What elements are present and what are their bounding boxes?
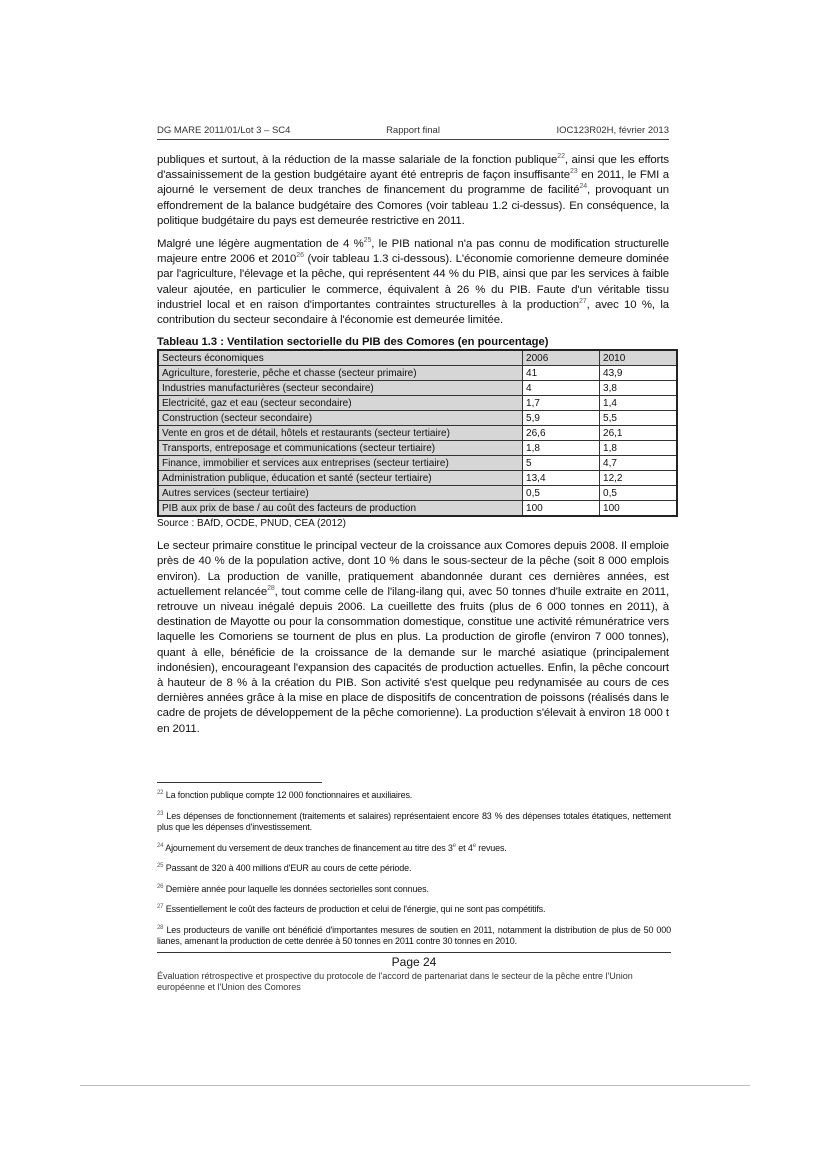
table-cell: 1,8 [600,441,677,456]
footnote-ref: 23 [569,168,578,176]
table-cell: 1,8 [523,441,600,456]
table-cell: 5,9 [523,411,600,426]
footnote-ref: 25 [363,237,372,245]
table-cell: 5,5 [600,411,677,426]
page-footer [157,952,671,993]
page-bottom-divider [80,1085,750,1086]
header-left: DG MARE 2011/01/Lot 3 – SC4 [157,125,291,136]
table-caption: Tableau 1.3 : Ventilation sectorielle du PIB des Comores (en pourcentage) [157,336,549,349]
table-header-cell: 2010 [600,350,677,366]
header-center: Rapport final [386,125,440,136]
footnote-separator [157,782,322,783]
table-cell: PIB aux prix de base / au coût des facteurs de production [158,501,523,517]
table-cell: 12,2 [600,471,677,486]
table-cell: 0,5 [600,486,677,501]
table-cell: Administration publique, éducation et santé (secteur tertiaire) [158,471,523,486]
page-number: Page 24 [391,955,437,969]
table-cell: 13,4 [523,471,600,486]
table-header-cell: Secteurs économiques [158,350,523,366]
footnote-ref: 28 [267,585,275,593]
footnote-24: $^{24}$ Ajournement du versement de deux tranches de financement au titre des 3e et 4e revues. [157,842,507,853]
table-row [158,441,677,456]
table-cell: Electricité, gaz et eau (secteur secondaire) [158,396,523,411]
footnote-22: $^{22}$ La fonction publique compte 12 000 fonctionnaires et auxiliaires. [157,790,413,800]
footnote-26: $^{26}$ Dernière année pour laquelle les données sectorielles sont connues. [157,883,429,894]
table-header-row [158,350,677,366]
footnote-ref: 22 [557,153,565,161]
footnote-ref: 24 [579,183,588,191]
table-cell: 3,8 [600,381,677,396]
table-cell: 1,4 [600,396,677,411]
table-cell: 4 [523,381,600,396]
table-header-cell: 2006 [523,350,600,366]
table-cell: 4,7 [600,456,677,471]
footnote-ref: 27 [578,298,587,306]
gdp-sector-table [157,349,678,517]
footnote-25: $^{25}$ Passant de 320 à 400 millions d'EUR au cours de cette période. [157,863,412,873]
page-header [157,125,669,140]
table-row [158,486,677,501]
table-cell: Transports, entreposage et communications (secteur tertiaire) [158,441,523,456]
header-right: IOC123R02H, février 2013 [556,125,669,136]
table-source: Source : BAfD, OCDE, PNUD, CEA (2012) [157,518,346,530]
table-row [158,426,677,441]
main-body [157,153,669,745]
table-cell: 100 [600,501,677,517]
footer-text: Évaluation rétrospective et prospective du protocole de l'accord de partenariat dans le secteur de la pêche entre l'Union européenne et l'Union des Comores [157,971,633,992]
paragraph-1: publiques et surtout, à la réduction de la masse salariale de la fonction publique$^{22}$, ainsi que les efforts d'assainissement de la gestion budgétaire ayant été entrepris de façon insuffisante$^{23}$ en 2011, le FMI a ajourné le versement de deux tranches de financement du programme de facilité$^{24}$, provoquant un effondrement de la balance budgétaire des Comores (voir tableau 1.2 ci-dessus). En conséquence, la politique budgétaire du pays est demeurée restrictive en 2011. [157,153,669,227]
table-cell: Construction (secteur secondaire) [158,411,523,426]
table-row [158,501,677,517]
table-cell: 43,9 [600,366,677,381]
table-cell: Autres services (secteur tertiaire) [158,486,523,501]
table-cell: 41 [523,366,600,381]
footnotes [157,782,671,957]
table-row [158,396,677,411]
table-cell: Agriculture, foresterie, pêche et chasse (secteur primaire) [158,366,523,381]
table-cell: Industries manufacturières (secteur secondaire) [158,381,523,396]
footnote-27: $^{27}$ Essentiellement le coût des facteurs de production et celui de l'énergie, qui ne sont pas compétitifs. [157,904,546,914]
footnote-ref: 26 [296,252,304,260]
table-row [158,471,677,486]
paragraph-3: Le secteur primaire constitue le principal vecteur de la croissance aux Comores depuis 2008. Il emploie près de 40 % de la population active, dont 10 % dans le sous-secteur de la pêche (soit 8 000 emplois environ). La production de vanille, pratiquement abandonnée durant ces dernières années, est actuellement relancée$^{28}$, tout comme celle de l'ilang-ilang qui, avec 50 tonnes d'huile extraite en 2011, retrouve un niveau inégalé depuis 2006. La cueillette des fruits (plus de 6 000 tonnes en 2011), à destination de Mayotte ou pour la consommation domestique, constitue une activité rémunératrice vers laquelle les Comoriens se tournent de plus en plus. La production de girofle (environ 7 000 tonnes), quant à elle, bénéficie de la croissance de la demande sur le marché asiatique (principalement indonésien), encourageant l'expansion des capacités de production actuelles. Enfin, la pêche concourt à hauteur de 8 % à la création du PIB. Son activité s'est quelque peu redynamisée au cours de ces dernières années grâce à la mise en place de dispositifs de concentration de poissons (réalisés dans le cadre de projets de développement de la pêche comorienne). La production s'élevait à environ 18 000 t en 2011. [157,540,670,735]
table-row [158,366,677,381]
table-row [158,456,677,471]
table-cell: 26,1 [600,426,677,441]
table-cell: Finance, immobilier et services aux entreprises (secteur tertiaire) [158,456,523,471]
table-cell: 1,7 [523,396,600,411]
table-cell: Vente en gros et de détail, hôtels et restaurants (secteur tertiaire) [158,426,523,441]
paragraph-2: Malgré une légère augmentation de 4 %$^{25}$, le PIB national n'a pas connu de modification structurelle majeure entre 2006 et 2010$^{26}$ (voir tableau 1.3 ci-dessous). L'économie comorienne demeure dominée par l'agriculture, l'élevage et la pêche, qui représentent 44 % du PIB, ainsi que par les services à faible valeur ajoutée, en particulier le commerce, équivalent à 26 % du PIB. Faute d'un véritable tissu industriel local et en raison d'importantes contraintes structurelles à la production$^{27}$, avec 10 %, la contribution du secteur secondaire à l'économie est demeurée limitée. [157,237,670,327]
table-cell: 26,6 [523,426,600,441]
table-cell: 0,5 [523,486,600,501]
table-cell: 5 [523,456,600,471]
table-row [158,411,677,426]
table-row [158,381,677,396]
footnote-23: $^{23}$ Les dépenses de fonctionnement (traitements et salaires) représentaient encore 83 % des dépenses totales étatiques, nettement plus que les dépenses d'investissement. [157,810,671,832]
table-cell: 100 [523,501,600,517]
footnote-28: $^{28}$ Les producteurs de vanille ont bénéficié d'importantes mesures de soutien en 2011, notamment la distribution de plus de 50 000 lianes, amenant la production de cette denrée à 50 tonnes en 2011 contre 30 tonnes en 2010. [157,924,671,946]
